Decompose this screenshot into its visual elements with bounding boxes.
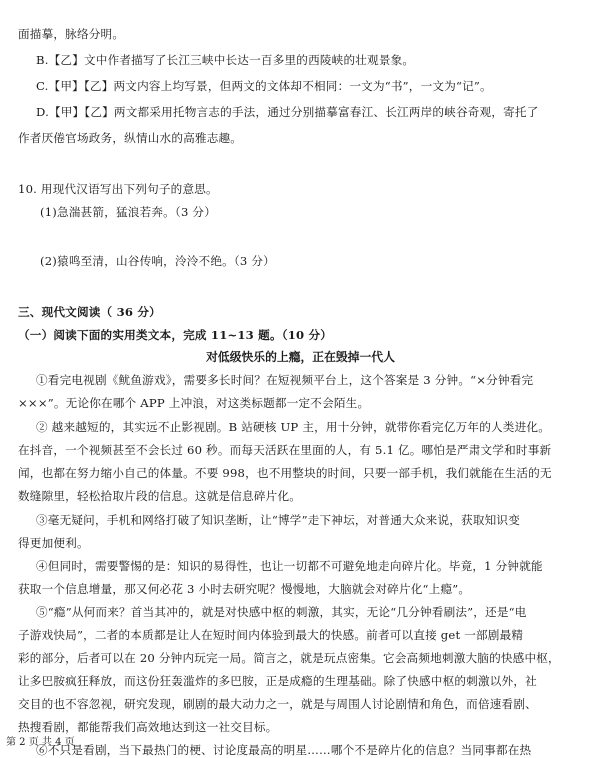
- subsection-heading: （一）阅读下面的实用类文本，完成 11~13 题。（10 分）: [18, 328, 333, 342]
- article-line: 获取一个信息增量，那又何必花 3 小时去研究呢？慢慢地，大脑就会对碎片化“上瘾”。: [18, 582, 471, 596]
- article-line: 交目的也不容忽视，研究发现，刷剧的最大动力之一，就是与周围人讨论剧情和角色，而倍速看剧、: [18, 697, 537, 711]
- article-line: 数缝隙里，轻松拾取片段的信息。这就是信息碎片化。: [18, 489, 302, 503]
- article-line: ③毫无疑问，手机和网络打破了知识垄断，让“博学”走下神坛，对普通大众来说，获取知识变: [36, 513, 521, 527]
- article-line: 让多巴胺疯狂释放，而这份狂轰滥炸的多巴胺，正是成瘾的生理基础。除了快感中枢的刺激以外，社: [18, 674, 537, 688]
- article-line: ④但同时，需要警惕的是：知识的易得性，也让一切都不可避免地走向碎片化。毕竟，1 分钟就能: [36, 559, 543, 573]
- article-line: ×××”。无论你在哪个 APP 上冲浪，对这类标题都一定不会陌生。: [18, 396, 370, 410]
- option-a-continuation: 面描摹，脉络分明。: [18, 27, 125, 41]
- question-10-item-2: (2)猿鸣至清，山谷传响，泠泠不绝。（3 分）: [40, 254, 275, 268]
- article-line: 热搜看剧，都能帮我们高效地达到这一社交目标。: [18, 720, 278, 734]
- question-10-item-1: (1)急湍甚箭，猛浪若奔。（3 分）: [40, 205, 217, 219]
- option-d: D.【甲】【乙】两文都采用托物言志的手法，通过分别描摹富春江、长江两岸的峡谷奇观，寄托了: [36, 105, 539, 119]
- option-c: C.【甲】【乙】两文内容上均写景，但两文的文体却不相同：一文为“书”，一文为“记”。: [36, 79, 492, 93]
- option-b: B.【乙】文中作者描写了长江三峡中长达一百多里的西陵峡的壮观景象。: [36, 53, 415, 67]
- article-line: 得更加便利。: [18, 536, 89, 550]
- question-10-stem: 10. 用现代汉语写出下列句子的意思。: [18, 182, 218, 196]
- article-line: ⑥不只是看剧，当下最热门的梗、讨论度最高的明星……哪个不是碎片化的信息？当同事都在热: [36, 743, 532, 757]
- article-title: 对低级快乐的上瘾，正在毁掉一代人: [206, 350, 395, 364]
- article-line: 在抖音，一个视频甚至不会长过 60 秒。而每天活跃在里面的人，有 5.1 亿。哪怕是严肃文学和时事新: [18, 443, 552, 457]
- article-line: 彩的部分，后者可以在 20 分钟内玩完一局。简言之，就是玩点密集。它会高频地刺激大脑的快感中枢，: [18, 651, 560, 665]
- article-line: 闻，也都在努力缩小自己的体量。不要 998，也不用整块的时间，只要一部手机，我们就能在生活的无: [18, 466, 552, 480]
- article-line: ② 越来越短的，其实远不止影视剧。B 站硬核 UP 主，用十分钟，就带你看完亿万年的人类进化。: [36, 420, 550, 434]
- option-d-continuation: 作者厌倦官场政务，纵情山水的高雅志趣。: [18, 131, 243, 145]
- page-footer: 第 2 页 共 4 页: [6, 737, 75, 748]
- section-3-heading: 三、现代文阅读（ 36 分）: [18, 305, 161, 319]
- article-line: ①看完电视剧《鱿鱼游戏》，需要多长时间？在短视频平台上，这个答案是 3 分钟。“×分钟看完: [36, 373, 534, 387]
- article-line: ⑤“瘾”从何而来？首当其冲的，就是对快感中枢的刺激，其实，无论“几分钟看刷法”，还是“电: [36, 605, 527, 619]
- article-line: 子游戏快局”，二者的本质都是让人在短时间内体验到最大的快感。前者可以直接 get 一部剧最精: [18, 628, 524, 642]
